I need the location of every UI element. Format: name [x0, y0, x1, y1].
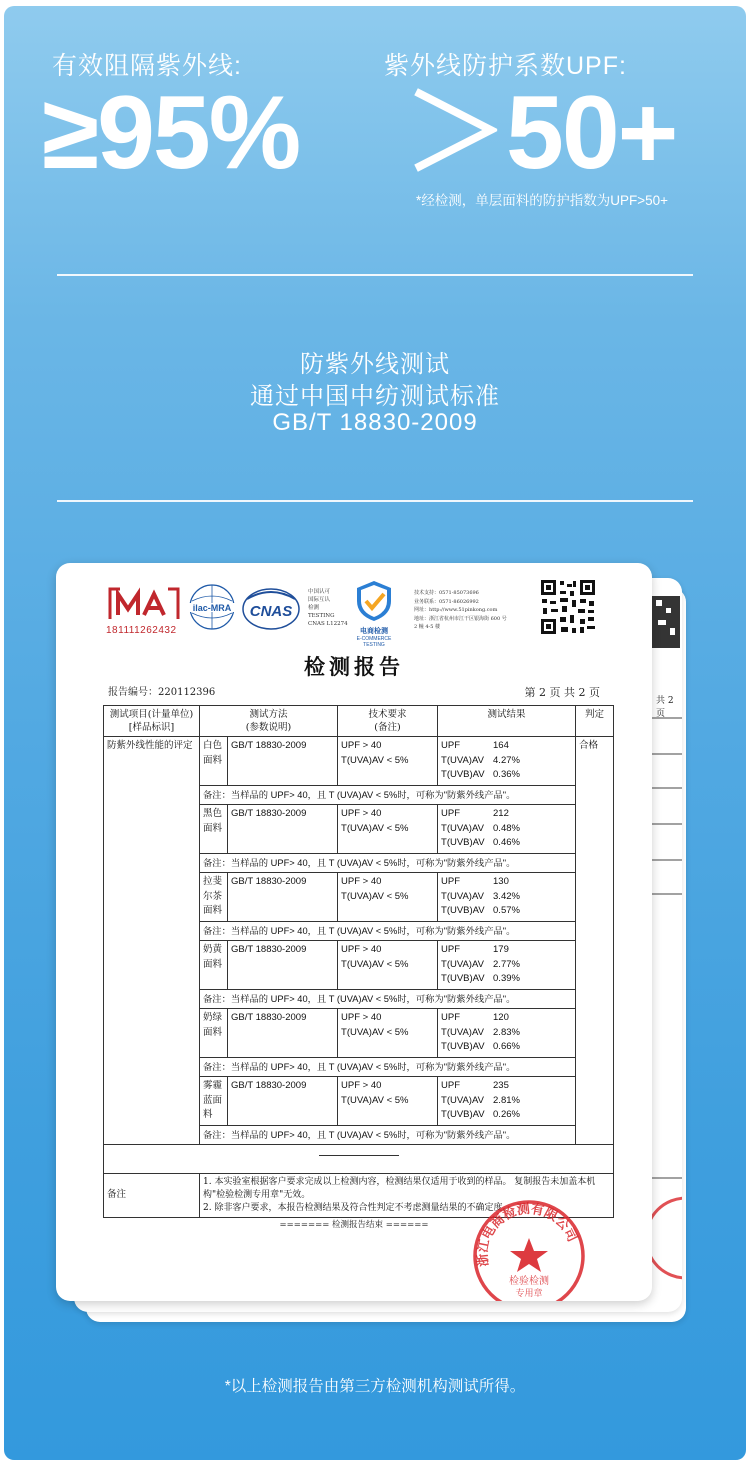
sample-method: GB/T 18830-2009 — [228, 805, 338, 854]
result-label: UPF — [441, 944, 461, 955]
standard-line-1: 防紫外线测试 — [300, 351, 450, 378]
sample-method: GB/T 18830-2009 — [228, 737, 338, 786]
result-label: T(UVA)AV — [441, 754, 484, 766]
sample-requirement — [338, 1077, 438, 1126]
test-item-cell: 防紫外线性能的评定 — [104, 737, 200, 1145]
sample-result — [438, 873, 576, 922]
header-method — [200, 706, 338, 737]
upf-value: ＞50+ — [404, 75, 677, 191]
sample-name: 奶黄面料 — [200, 941, 228, 990]
requirement-uva: T(UVA)AV < 5% — [341, 890, 409, 902]
result-uvb: 0.46% — [493, 837, 520, 848]
result-label: T(UVA)AV — [441, 1094, 484, 1106]
result-upf: 235 — [493, 1080, 509, 1091]
header-judgement-label: 判定 — [585, 709, 605, 720]
header-requirement-sub: (备注) — [374, 722, 401, 733]
cma-number: 181111262432 — [106, 625, 177, 636]
header-item-sub: [样品标识] — [128, 722, 175, 733]
ilac-mra-logo — [186, 583, 238, 631]
footnote: *以上检测报告由第三方检测机构测试所得。 — [224, 1378, 526, 1395]
requirement-upf: UPF > 40 — [341, 1080, 382, 1091]
table-header-row — [104, 706, 614, 737]
requirement-uva: T(UVA)AV < 5% — [341, 1026, 409, 1038]
result-label: T(UVB)AV — [441, 837, 485, 848]
contact-line: 网址：http://www.51pinkong.com — [414, 607, 498, 613]
requirement-upf: UPF > 40 — [341, 876, 382, 887]
qr-code — [540, 579, 596, 635]
result-label: T(UVA)AV — [441, 890, 484, 902]
ecommerce-label-en: E-COMMERCE TESTING — [356, 636, 392, 648]
cma-logo — [106, 585, 182, 623]
accreditation-line: TESTING — [308, 613, 335, 619]
result-uva: 3.42% — [493, 890, 520, 902]
divider-top — [57, 274, 693, 276]
sample-remark: 备注：当样品的 UPF> 40，且 T (UVA)AV < 5%时，可称为"防紫外线产品"。 — [200, 1057, 576, 1077]
result-label: UPF — [441, 1080, 461, 1091]
sample-name: 拉斐尔茶面料 — [200, 873, 228, 922]
judgement-cell: 合格 — [576, 737, 614, 1145]
result-uvb: 0.57% — [493, 905, 520, 916]
sample-result — [438, 1077, 576, 1126]
stamp-center-text-2: 专用章 — [515, 1289, 543, 1299]
result-label: T(UVB)AV — [441, 1109, 485, 1120]
note-line: 1. 本实验室根据客户要求完成以上检测内容，检测结果仅适用于收到的样品。 复制报告未加盖本机构"检验检测专用章"无效。 — [203, 1177, 596, 1200]
requirement-uva: T(UVA)AV < 5% — [341, 1094, 409, 1106]
requirement-upf: UPF > 40 — [341, 808, 382, 819]
result-uva: 2.77% — [493, 958, 520, 970]
result-label: UPF — [441, 808, 461, 819]
sample-name: 黑色面料 — [200, 805, 228, 854]
result-label: T(UVA)AV — [441, 822, 484, 834]
page-info: 第 2 页 共 2 页 — [524, 686, 600, 699]
sample-method: GB/T 18830-2009 — [228, 941, 338, 990]
result-upf: 179 — [493, 944, 509, 955]
ecommerce-testing-logo — [353, 579, 395, 623]
sample-requirement — [338, 873, 438, 922]
sample-remark: 备注：当样品的 UPF> 40，且 T (UVA)AV < 5%时，可称为"防紫外线产品"。 — [200, 1125, 576, 1145]
report-end-marker: ======= 检测报告结束 ====== — [279, 1220, 429, 1230]
result-upf: 120 — [493, 1012, 509, 1023]
header-method-label: 测试方法 — [249, 709, 288, 720]
upf-label: 紫外线防护系数UPF: — [384, 52, 627, 80]
sample-remark: 备注：当样品的 UPF> 40，且 T (UVA)AV < 5%时，可称为"防紫外线产品"。 — [200, 853, 576, 873]
note-line: 2. 除非客户要求，本报告检测结果及符合性判定不考虑测量结果的不确定度。 — [203, 1203, 512, 1213]
standard-line-2: 通过中国中纺测试标准 — [250, 383, 500, 410]
ecommerce-testing-label — [346, 626, 402, 648]
header-requirement-label: 技术要求 — [368, 709, 407, 720]
result-uva: 0.48% — [493, 822, 520, 834]
result-label: T(UVB)AV — [441, 973, 485, 984]
result-uva: 2.83% — [493, 1026, 520, 1038]
sample-result — [438, 1009, 576, 1058]
result-upf: 164 — [493, 740, 509, 751]
spacer-cell — [104, 1145, 614, 1174]
sample-requirement — [338, 737, 438, 786]
accreditation-line: CNAS L12274 — [308, 621, 348, 627]
result-uvb: 0.26% — [493, 1109, 520, 1120]
upf-note: *经检测，单层面料的防护指数为UPF>50+ — [415, 193, 668, 208]
result-uvb: 0.36% — [493, 769, 520, 780]
uv-block-value: ≥95% — [42, 75, 300, 191]
header-item — [104, 706, 200, 737]
contact-line: 地址：浙江省杭州市江干区银海街 600 号 — [414, 615, 507, 622]
report-sheet — [56, 563, 652, 1301]
sample-remark: 备注：当样品的 UPF> 40，且 T (UVA)AV < 5%时，可称为"防紫外线产品"。 — [200, 921, 576, 941]
spacer-line — [319, 1155, 399, 1156]
report-number: 报告编号：220112396 — [108, 687, 216, 698]
header-judgement — [576, 706, 614, 737]
sample-remark: 备注：当样品的 UPF> 40，且 T (UVA)AV < 5%时，可称为"防紫外线产品"。 — [200, 989, 576, 1009]
contact-line: 2 幢 4-5 楼 — [414, 624, 441, 630]
requirement-uva: T(UVA)AV < 5% — [341, 958, 409, 970]
sample-method: GB/T 18830-2009 — [228, 1077, 338, 1126]
accreditation-line: 检测 — [308, 605, 320, 611]
lab-contact-text — [414, 589, 507, 632]
accreditation-line: 中国认可 — [308, 589, 331, 595]
result-label: UPF — [441, 1012, 461, 1023]
test-results-table — [103, 705, 614, 1218]
stamp-center-text: 检验检测 — [509, 1276, 549, 1287]
uv-block-label: 有效阻隔紫外线: — [52, 52, 242, 80]
sample-result — [438, 737, 576, 786]
contact-line: 技术支持：0571-85073696 — [414, 590, 479, 596]
sample-remark: 备注：当样品的 UPF> 40，且 T (UVA)AV < 5%时，可称为"防紫外线产品"。 — [200, 785, 576, 805]
divider-bottom — [57, 500, 693, 502]
sample-method: GB/T 18830-2009 — [228, 1009, 338, 1058]
result-upf: 212 — [493, 808, 509, 819]
sample-name: 白色面料 — [200, 737, 228, 786]
cnas-logo — [241, 587, 301, 631]
report-title: 检测报告 — [304, 654, 404, 679]
result-uvb: 0.39% — [493, 973, 520, 984]
sample-name: 奶绿面料 — [200, 1009, 228, 1058]
requirement-upf: UPF > 40 — [341, 740, 382, 751]
sample-result — [438, 941, 576, 990]
table-spacer-row — [104, 1145, 614, 1174]
contact-line: 业务联系：0571-86026992 — [414, 598, 479, 605]
accreditation-text — [308, 588, 348, 628]
sample-method: GB/T 18830-2009 — [228, 873, 338, 922]
result-uva: 2.81% — [493, 1094, 520, 1106]
result-uvb: 0.66% — [493, 1041, 520, 1052]
result-uva: 4.27% — [493, 754, 520, 766]
table-row — [104, 737, 614, 786]
header-method-sub: (参数说明) — [245, 722, 292, 733]
requirement-uva: T(UVA)AV < 5% — [341, 822, 409, 834]
header-requirement — [338, 706, 438, 737]
svg-text:CNAS: CNAS — [249, 603, 293, 620]
sample-result — [438, 805, 576, 854]
back-sheet-page-info: 共 2 页 — [656, 696, 674, 719]
sample-requirement — [338, 805, 438, 854]
result-label: T(UVA)AV — [441, 1026, 484, 1038]
requirement-upf: UPF > 40 — [341, 944, 382, 955]
result-label: T(UVB)AV — [441, 905, 485, 916]
accreditation-line: 国际互认 — [308, 597, 331, 603]
result-label: T(UVB)AV — [441, 1041, 485, 1052]
result-label: T(UVB)AV — [441, 769, 485, 780]
result-label: T(UVA)AV — [441, 958, 484, 970]
result-upf: 130 — [493, 876, 509, 887]
result-label: UPF — [441, 740, 461, 751]
ecommerce-label-cn: 电商检测 — [360, 628, 388, 635]
header-result — [438, 706, 576, 737]
requirement-upf: UPF > 40 — [341, 1012, 382, 1023]
result-label: UPF — [441, 876, 461, 887]
inspection-stamp — [471, 1198, 587, 1301]
standard-line-3: GB/T 18830-2009 — [272, 409, 478, 436]
header-item-label: 测试项目(计量单位) — [109, 709, 194, 720]
svg-text:ilac-MRA: ilac-MRA — [192, 603, 232, 613]
poster-background — [4, 6, 746, 1460]
sample-name: 雾霾蓝面料 — [200, 1077, 228, 1126]
stamp-ring-text: 浙江电商检测有限公司 — [475, 1201, 580, 1268]
notes-label: 备注 — [104, 1174, 200, 1218]
sample-requirement — [338, 941, 438, 990]
header-result-label: 测试结果 — [487, 709, 526, 720]
sample-requirement — [338, 1009, 438, 1058]
requirement-uva: T(UVA)AV < 5% — [341, 754, 409, 766]
